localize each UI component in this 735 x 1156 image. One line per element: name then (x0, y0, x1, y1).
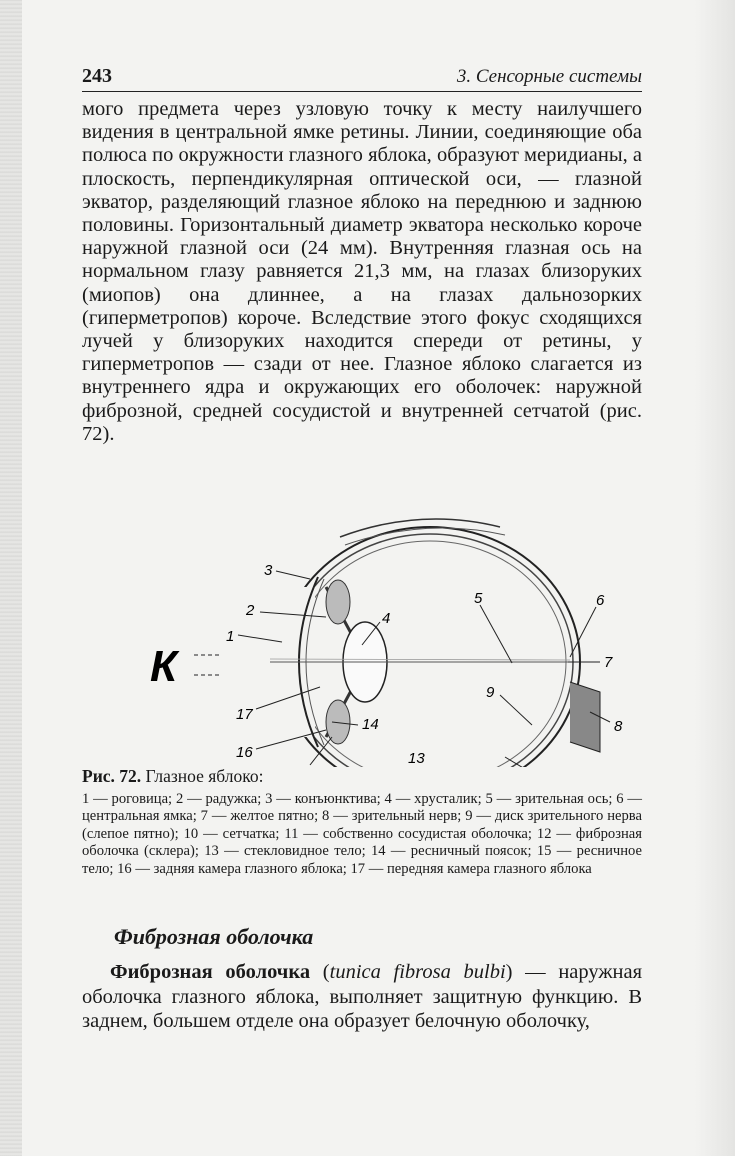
page-number: 243 (82, 65, 112, 87)
section-paragraph: Фиброзная оболочка (tunica fibrosa bulbi) — наружная оболочка глазного яблока, выполняет защитную функцию. В заднем, большем отделе она образует белочную оболочку, (82, 961, 643, 1032)
latin-term: tunica fibrosa bulbi (329, 961, 506, 983)
label-4: 4 (382, 610, 391, 627)
label-1: 1 (226, 628, 235, 645)
caption-title (82, 766, 642, 787)
label-7: 7 (604, 654, 613, 671)
section-text: — наружная оболочка глазного яблока, выполняет защитную функцию. В заднем, большем отделе она образует белочную оболочку, (82, 961, 643, 1032)
label-13: 13 (408, 750, 425, 767)
book-page (82, 62, 643, 1032)
label-6: 6 (596, 592, 605, 609)
running-section-title: 3. Сенсорные системы (456, 66, 642, 87)
caption-heading: Глазное яблоко: (145, 766, 264, 786)
eye-diagram (130, 467, 650, 767)
figure-caption (82, 766, 642, 878)
caption-label: Рис. 72. (82, 766, 142, 786)
label-3: 3 (264, 562, 273, 579)
caption-legend: 1 — роговица; 2 — радужка; 3 — конъюнктива; 4 — хрусталик; 5 — зрительная ось; 6 — центральная ямка; 7 — желтое пятно; 8 — зрительный нерв; 9 — диск зрительного нерва (слепое пятно); 10 — сетчатка; 11 — собственно сосудистая оболочка; 12 — фиброзная оболочка (склера); 13 — стекловидное тело; 14 — ресничный поясок; 15 — ресничное тело; 16 — задняя камера глазного яблока; 17 — передняя камера глазного яблока (82, 791, 642, 877)
eyeball-illustration (130, 467, 650, 767)
label-8: 8 (614, 718, 623, 735)
label-9: 9 (486, 684, 495, 701)
label-16: 16 (236, 744, 253, 761)
scan-edge (0, 0, 22, 1156)
label-17: 17 (236, 706, 253, 723)
label-14: 14 (362, 716, 379, 733)
object-letter: К (150, 642, 178, 691)
label-5: 5 (474, 590, 483, 607)
scan-shadow (695, 0, 735, 1156)
label-2: 2 (246, 602, 255, 619)
running-head (82, 62, 642, 92)
section-heading: Фиброзная оболочка (114, 924, 314, 949)
term-bold: Фиброзная оболочка (110, 961, 311, 983)
body-paragraph: мого предмета через узловую точку к месту наилучшего видения в центральной ямке ретины. Линии, соединяющие оба полюса по окружности глазного яблока, образуют меридианы, а плоскость, перпендикулярная оптической оси, — глазной экватор, разделяющий глазное яблоко на переднюю и заднюю половины. Горизонтальный диаметр экватора несколько короче наружной глазной оси (24 мм). Внутренняя глазная ось на нормальном глазу равняется 21,3 мм, на глазах близоруких (миопов) она длиннее, а на глазах дальнозорких (гиперметропов) короче. Вследствие этого фокус сходящихся лучей у близоруких находится спереди от ретины, у гиперметропов — сзади от нее. Глазное яблоко слагается из внутреннего ядра и окружающих его оболочек: наружной фиброзной, средней сосудистой и внутренней сетчатой (рис. 72). (82, 98, 642, 445)
